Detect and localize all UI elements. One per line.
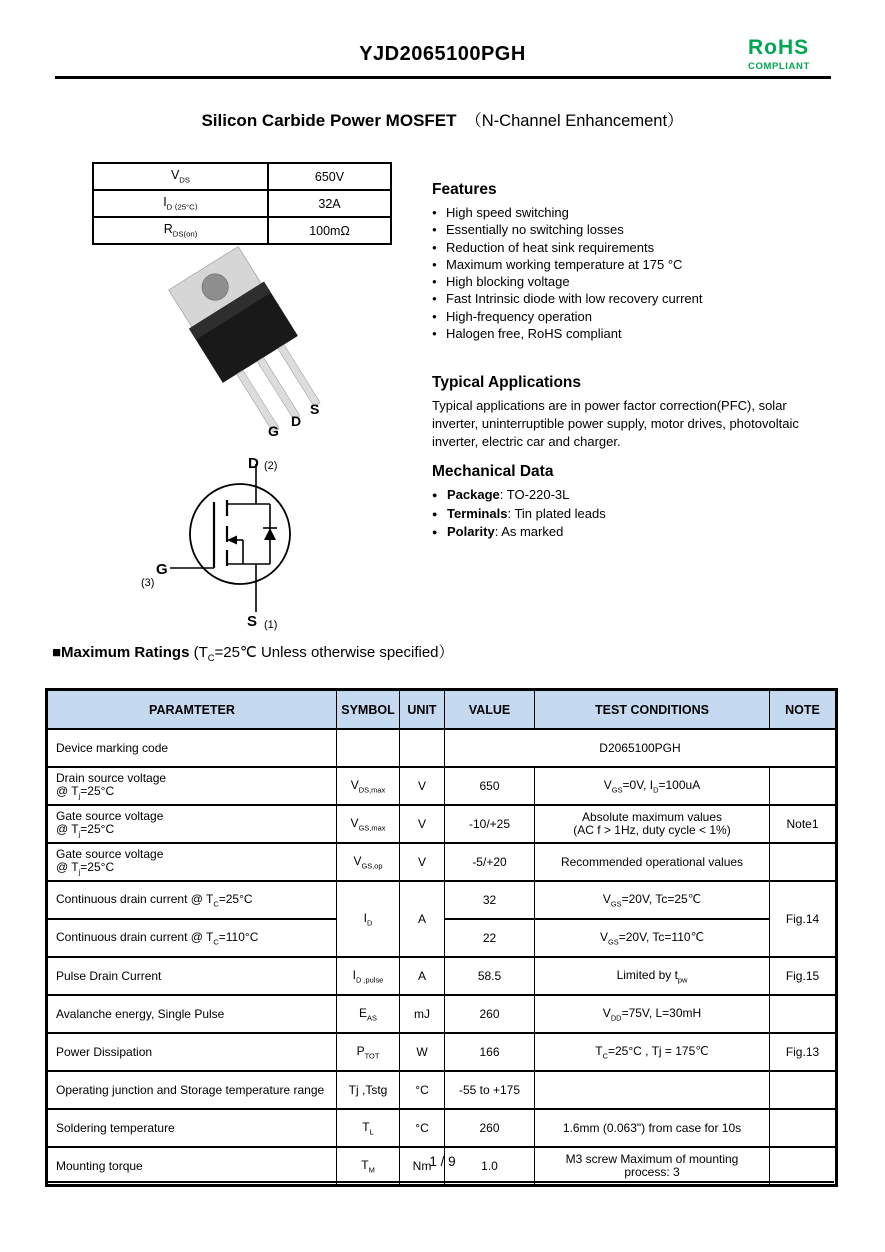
- table-row: [47, 729, 837, 767]
- cell-symbol: $V_{GS,op}$: [337, 843, 400, 881]
- bullet-icon: ●: [432, 208, 437, 217]
- applications-section: [432, 374, 885, 451]
- cell-value: 166: [445, 1033, 535, 1071]
- cell-test-conditions: Limited by $t_{pw}$: [535, 957, 770, 995]
- mechanical-label: Package: [447, 487, 500, 502]
- feature-text: High speed switching: [446, 205, 569, 220]
- feature-item: [432, 308, 885, 325]
- applications-text-line: inverter, uninterruptible power supply, motor drives, photovoltaic: [432, 416, 799, 431]
- applications-text-line: inverter, electric car and charger.: [432, 434, 621, 449]
- bullet-icon: ●: [432, 508, 438, 519]
- table-row: [47, 805, 837, 843]
- cell-unit: Nm: [400, 1147, 445, 1186]
- package-photo: [148, 246, 393, 451]
- parameter-line: @ $T_j=25^\circ C$: [56, 784, 115, 801]
- cell-value: 260: [445, 1109, 535, 1147]
- cell-symbol: $V_{DS,max}$: [337, 767, 400, 805]
- cell-marking-code: D2065100PGH: [445, 729, 837, 767]
- quick-spec-value-id: 32A: [268, 190, 391, 217]
- features-heading: Features: [432, 181, 497, 198]
- applications-text-line: Typical applications are in power factor correction(PFC), solar: [432, 398, 787, 413]
- rohs-badge: [748, 36, 858, 72]
- mechanical-value: : Tin plated leads: [507, 505, 606, 521]
- cell-symbol: $E_{AS}$: [337, 995, 400, 1033]
- table-row: [47, 881, 837, 919]
- mechanical-section: [432, 463, 885, 542]
- quick-spec-symbol-id: $I_{D ⟨25^\circ C⟩}$: [93, 190, 268, 217]
- cell-note: [770, 843, 837, 881]
- cell-unit: °C: [400, 1109, 445, 1147]
- cell-parameter: [47, 767, 337, 805]
- mechanical-label: Polarity: [447, 524, 495, 539]
- quick-spec-symbol-rdson: $R_{DS(on)}$: [93, 217, 268, 244]
- cell-test-conditions: [535, 805, 770, 843]
- cell-test-conditions: $V_{GS}=20V$, Tc=25℃: [535, 881, 770, 919]
- cell-note: [770, 1109, 837, 1147]
- cell-test-conditions: [535, 1071, 770, 1109]
- cell-symbol: Tj ,Tstg: [337, 1071, 400, 1109]
- document-title-main: Silicon Carbide Power MOSFET: [201, 111, 457, 130]
- cell-note: Fig.15: [770, 957, 837, 995]
- cell-value: -55 to +175: [445, 1071, 535, 1109]
- cell-parameter: [47, 805, 337, 843]
- symbol-body-arrow: [227, 536, 237, 545]
- mechanical-value: : As marked: [494, 524, 564, 539]
- bullet-icon: ●: [432, 242, 437, 252]
- cell-parameter: Avalanche energy, Single Pulse: [47, 995, 337, 1033]
- cell-symbol: [337, 729, 400, 767]
- test-condition-line: process: 3: [624, 1165, 680, 1179]
- cell-unit: A: [400, 957, 445, 995]
- symbol-circle: [190, 484, 290, 584]
- column-header-symbol: SYMBOL: [337, 690, 400, 730]
- symbol-label-source: S: [247, 613, 258, 630]
- feature-text: Maximum working temperature at 175 °C: [446, 256, 683, 272]
- feature-text: Halogen free, RoHS compliant: [446, 326, 622, 342]
- mechanical-label: Terminals: [447, 505, 508, 521]
- cell-test-conditions: 1.6mm (0.063") from case for 10s: [535, 1109, 770, 1147]
- column-header-unit: UNIT: [400, 690, 445, 730]
- cell-symbol: $I_D$: [337, 881, 400, 957]
- cell-unit: W: [400, 1033, 445, 1071]
- bullet-icon: ●: [432, 527, 438, 537]
- cell-parameter: Pulse Drain Current: [47, 957, 337, 995]
- feature-text: Essentially no switching losses: [446, 222, 624, 238]
- quick-specs-table: [92, 162, 392, 245]
- feature-text: Reduction of heat sink requirements: [446, 239, 655, 255]
- test-condition-line: Absolute maximum values: [581, 809, 723, 824]
- bullet-icon: ●: [432, 259, 437, 269]
- table-row: [47, 767, 837, 805]
- cell-symbol: $V_{GS,max}$: [337, 805, 400, 843]
- cell-unit: V: [400, 805, 445, 843]
- cell-test-conditions: Recommended operational values: [535, 843, 770, 881]
- cell-parameter: Mounting torque: [47, 1147, 337, 1186]
- package-pin-label-g: G: [268, 423, 279, 439]
- cell-parameter: Continuous drain current @ $T_C=25^\circ C$: [47, 881, 337, 919]
- cell-parameter: Soldering temperature: [47, 1109, 337, 1147]
- cell-parameter: Continuous drain current @ $T_C=110^\circ C$: [47, 919, 337, 957]
- table-row: [47, 1109, 837, 1147]
- cell-note: Fig.14: [770, 881, 837, 957]
- max-ratings-table: [45, 688, 838, 1187]
- quick-spec-symbol-vds: $V_{DS}$: [93, 163, 268, 190]
- bullet-icon: ●: [432, 225, 437, 235]
- mechanical-item: [432, 523, 885, 542]
- features-section: [432, 181, 885, 342]
- parameter-line: @ $T_j=25^\circ C$: [56, 822, 115, 839]
- page-number: 1 / 9: [429, 1154, 456, 1169]
- feature-text: High blocking voltage: [446, 274, 570, 290]
- rohs-logo-text: RoHS: [748, 36, 810, 59]
- package-pin-label-d: D: [291, 413, 302, 429]
- table-row: [93, 163, 391, 190]
- symbol-label-gate: G: [156, 561, 168, 578]
- cell-unit: [400, 729, 445, 767]
- cell-unit: V: [400, 767, 445, 805]
- max-ratings-heading: [52, 641, 454, 663]
- bullet-icon: ●: [432, 490, 438, 500]
- bullet-icon: ●: [432, 294, 437, 304]
- cell-note: [770, 995, 837, 1033]
- cell-unit: A: [400, 881, 445, 957]
- bullet-icon: ●: [432, 277, 437, 287]
- symbol-diode-triangle: [264, 528, 276, 540]
- cell-note: [770, 1071, 837, 1109]
- mechanical-value: : TO-220-3L: [499, 487, 570, 502]
- cell-symbol: $I_{D ,pulse}$: [337, 957, 400, 995]
- test-condition-line: (AC f > 1Hz, duty cycle < 1%): [573, 823, 731, 837]
- cell-value: -5/+20: [445, 843, 535, 881]
- parameter-line: Drain source voltage: [56, 770, 167, 785]
- bullet-icon: ●: [432, 329, 437, 339]
- symbol-label-gate-pin: (3): [141, 577, 155, 589]
- cell-symbol: $T_M$: [337, 1147, 400, 1186]
- cell-test-conditions: $V_{GS}=0V$, $I_D=100uA$: [535, 767, 770, 805]
- cell-note: [770, 767, 837, 805]
- cell-unit: °C: [400, 1071, 445, 1109]
- cell-test-conditions: $V_{DD}=75V$, L=30mH: [535, 995, 770, 1033]
- test-condition-line: M3 screw Maximum of mounting: [565, 1151, 739, 1166]
- feature-item: [432, 290, 885, 307]
- max-ratings-heading-bold: ■Maximum Ratings: [52, 644, 194, 661]
- mechanical-heading: Mechanical Data: [432, 463, 554, 480]
- cell-parameter: Power Dissipation: [47, 1033, 337, 1071]
- cell-value: 22: [445, 919, 535, 957]
- feature-item: [432, 325, 885, 342]
- column-header-test-conditions: TEST CONDITIONS: [535, 690, 770, 730]
- cell-parameter: Device marking code: [47, 729, 337, 767]
- cell-unit: mJ: [400, 995, 445, 1033]
- mechanical-item: [432, 505, 885, 524]
- document-title: [0, 107, 885, 131]
- footer-rule: [48, 1181, 834, 1183]
- part-number-title: YJD2065100PGH: [359, 43, 526, 65]
- cell-value: 260: [445, 995, 535, 1033]
- feature-item: [432, 273, 885, 290]
- cell-test-conditions: $T_C=25^\circ C$ , Tj = 175℃: [535, 1033, 770, 1071]
- table-row: [47, 843, 837, 881]
- feature-item: [432, 256, 885, 273]
- quick-spec-value-vds: 650V: [268, 163, 391, 190]
- cell-symbol: $T_L$: [337, 1109, 400, 1147]
- table-row: [47, 1071, 837, 1109]
- feature-item: [432, 204, 885, 221]
- max-ratings-heading-condition: ($T_C=25℃$ Unless otherwise specified）: [193, 644, 454, 663]
- table-header-row: [47, 690, 837, 730]
- table-row: [93, 190, 391, 217]
- feature-text: Fast Intrinsic diode with low recovery current: [446, 291, 703, 307]
- cell-value: 1.0: [445, 1147, 535, 1186]
- cell-note: Note1: [770, 805, 837, 843]
- rohs-compliant-label: COMPLIANT: [748, 61, 810, 72]
- symbol-label-drain: D: [248, 455, 259, 472]
- cell-parameter: [47, 843, 337, 881]
- table-row: [47, 957, 837, 995]
- table-row: [47, 995, 837, 1033]
- parameter-line: Gate source voltage: [56, 808, 164, 823]
- package-pin-label-s: S: [310, 401, 320, 417]
- cell-note: Fig.13: [770, 1033, 837, 1071]
- feature-item: [432, 239, 885, 256]
- symbol-label-drain-pin: (2): [264, 460, 278, 472]
- applications-heading: Typical Applications: [432, 374, 581, 391]
- quick-spec-value-rdson: 100mΩ: [268, 217, 391, 244]
- cell-symbol: $P_{TOT}$: [337, 1033, 400, 1071]
- cell-test-conditions: $V_{GS}=20V$, Tc=110℃: [535, 919, 770, 957]
- cell-value: 32: [445, 881, 535, 919]
- table-row: [47, 1033, 837, 1071]
- symbol-label-source-pin: (1): [264, 619, 278, 631]
- table-row: [93, 217, 391, 244]
- cell-value: -10/+25: [445, 805, 535, 843]
- parameter-line: Gate source voltage: [56, 846, 164, 861]
- feature-text: High-frequency operation: [446, 308, 592, 324]
- feature-item: [432, 221, 885, 238]
- column-header-value: VALUE: [445, 690, 535, 730]
- column-header-parameter: PARAMTETER: [47, 690, 337, 730]
- mechanical-item: [432, 486, 885, 505]
- header-rule: [55, 76, 831, 79]
- cell-value: 650: [445, 767, 535, 805]
- column-header-note: NOTE: [770, 690, 837, 730]
- mosfet-symbol-diagram: [140, 452, 360, 632]
- cell-parameter: Operating junction and Storage temperature range: [47, 1071, 337, 1109]
- parameter-line: @ $T_j=25^\circ C$: [56, 860, 115, 877]
- bullet-icon: ●: [432, 311, 437, 321]
- document-title-sub: （N-Channel Enhancement）: [465, 112, 684, 130]
- cell-value: 58.5: [445, 957, 535, 995]
- cell-unit: V: [400, 843, 445, 881]
